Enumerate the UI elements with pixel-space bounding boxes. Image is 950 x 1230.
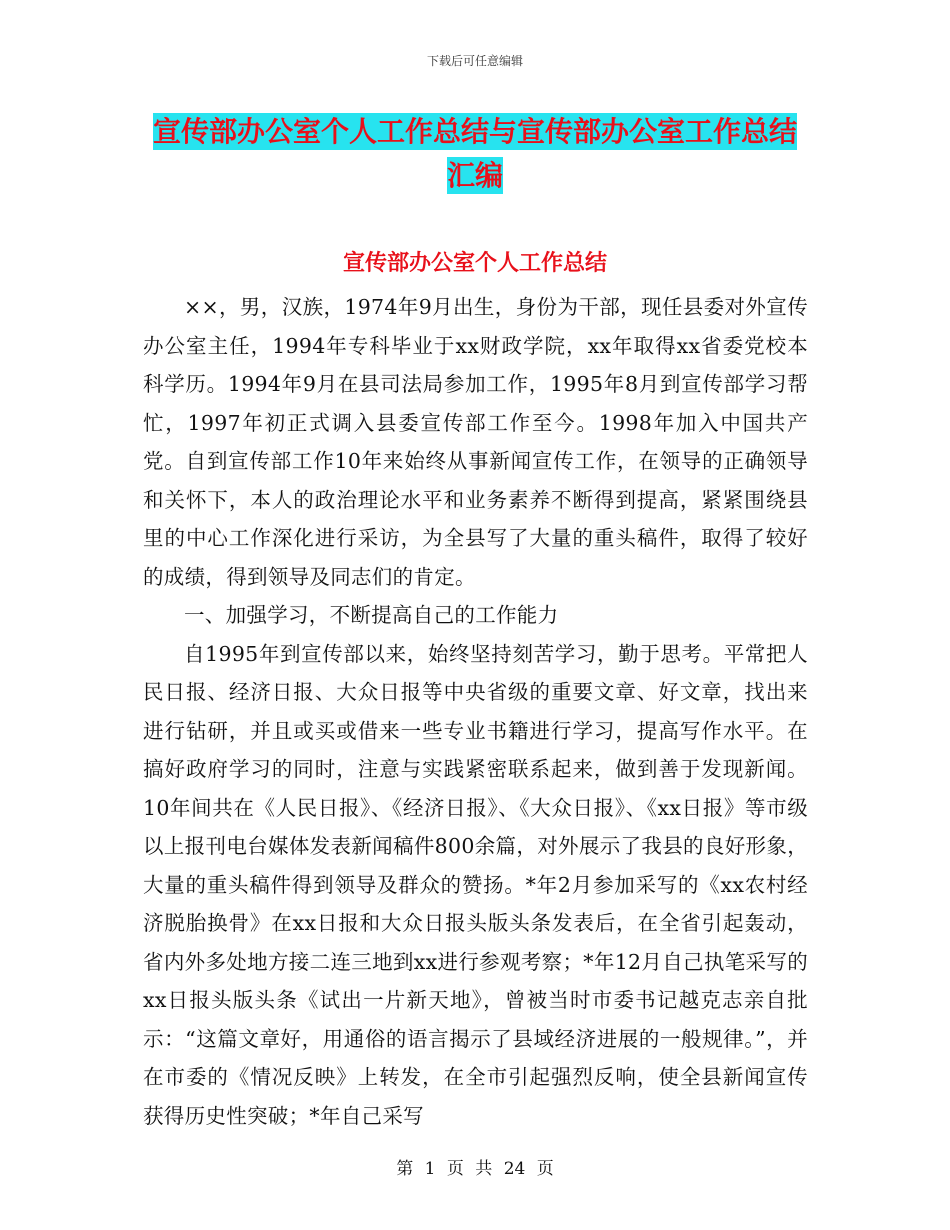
document-title-text: 宣传部办公室个人工作总结与宣传部办公室工作总结汇编	[152, 115, 797, 192]
page-header: 下载后可任意编辑	[426, 54, 523, 68]
document-body	[143, 288, 808, 1135]
paragraph-heading: 一、加强学习，不断提高自己的工作能力	[184, 603, 559, 627]
paragraph: 自1995年到宣传部以来，始终坚持刻苦学习，勤于思考。平常把人民日报、经济日报、大众日报等中央省级的重要文章、好文章，找出来进行钻研，并且或买或借来一些专业书籍进行学习，提高写作水平。在搞好政府学习的同时，注意与实践紧密联系起来，做到善于发现新闻。10年间共在《人民日报》、《经济日报》、《大众日报》、《xx日报》等市级以上报刊电台媒体发表新闻稿件800余篇，对外展示了我县的良好形象，大量的重头稿件得到领导及群众的赞扬。*年2月参加采写的《xx农村经济脱胎换骨》在xx日报和大众日报头版头条发表后，在全省引起轰动，省内外多处地方接二连三地到xx进行参观考察；*年12月自己执笔采写的xx日报头版头条《试出一片新天地》，曾被当时市委书记越克志亲自批示：“这篇文章好，用通俗的语言揭示了县域经济进展的一般规律。”，并在市委的《情况反映》上转发，在全市引起强烈反响，使全县新闻宣传获得历史性突破；*年自己采写	[143, 641, 808, 1128]
section-title: 宣传部办公室个人工作总结	[342, 251, 607, 276]
paragraph: ××，男，汉族，1974年9月出生，身份为干部，现任县委对外宣传办公室主任，1994年专科毕业于xx财政学院，xx年取得xx省委党校本科学历。1994年9月在县司法局参加工作，1995年8月到宣传部学习帮忙，1997年初正式调入县委宣传部工作至今。1998年加入中国共产党。自到宣传部工作10年来始终从事新闻宣传工作，在领导的正确领导和关怀下，本人的政治理论水平和业务素养不断得到提高，紧紧围绕县里的中心工作深化进行采访，为全县写了大量的重头稿件，取得了较好的成绩，得到领导及同志们的肯定。	[143, 295, 808, 589]
document-title	[140, 110, 810, 198]
page-footer: 第 1 页 共 24 页	[396, 1159, 554, 1179]
